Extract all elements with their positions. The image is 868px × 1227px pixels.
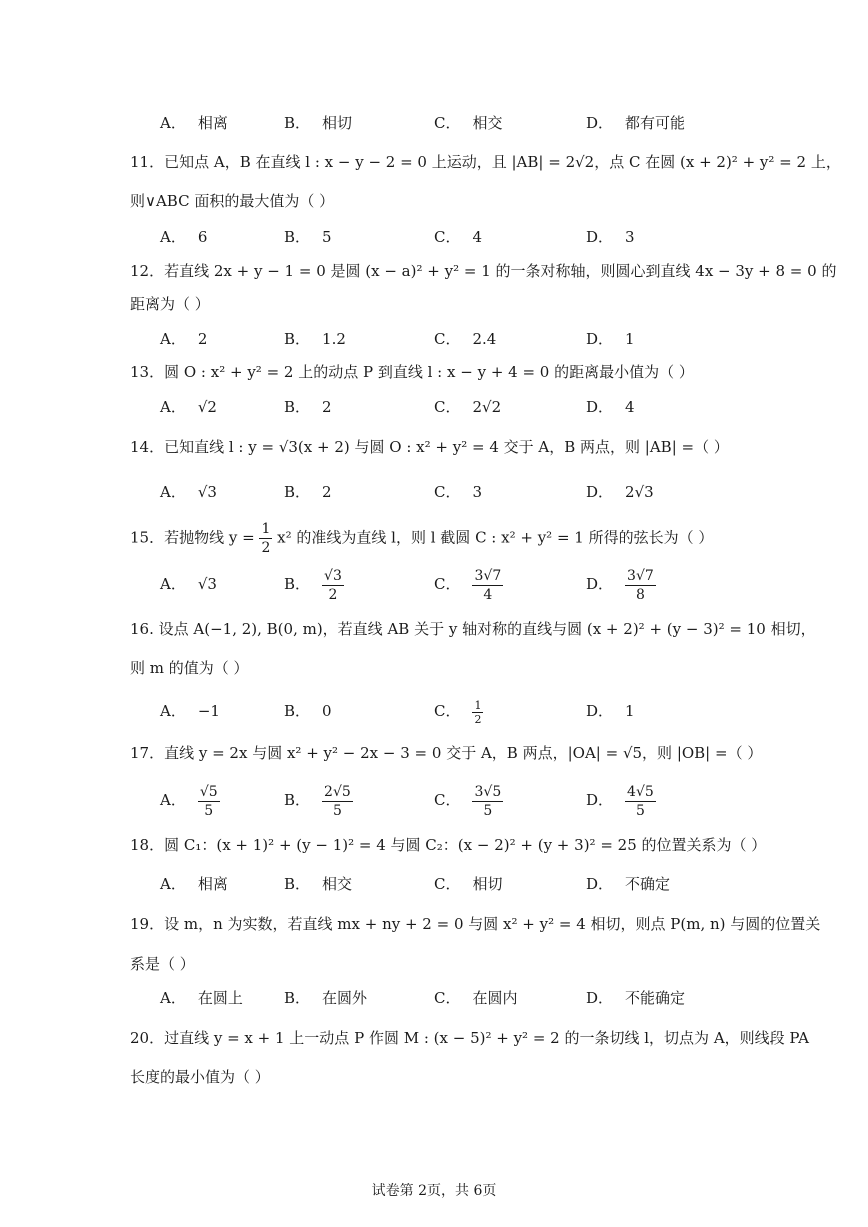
option-a: A． 6 [160,228,208,246]
q20-stem-line2: 长度的最小值为（ ） [130,1068,270,1086]
q17-options [0,778,868,822]
fraction: $\frac{1}{2}$ [474,698,482,726]
option-b: B． 2 [284,398,332,416]
q15-stem-pre: 15．若抛物线 y = [130,528,255,547]
fraction: $\frac{√5}{5}$ [199,783,218,819]
fraction: $\frac{1}{2}$ [261,521,271,556]
fraction: $\frac{3√7}{4}$ [474,567,502,603]
q19-stem-line2: 系是（ ） [130,955,195,973]
q12-options [0,324,868,354]
q14-options [0,477,868,507]
option-d: D． 都有可能 [586,114,686,132]
q13-options [0,392,868,422]
option-b: B． 相交 [284,875,353,893]
fraction: $\frac{2√5}{5}$ [324,783,351,819]
fraction: $\frac{3√7}{8}$ [627,567,654,603]
q11-stem-line2: 则∨ABC 面积的最大值为（ ） [130,192,335,210]
q15-stem-line1 [130,520,713,557]
q15-stem-post: x² 的准线为直线 l，则 l 截圆 C : x² + y² = 1 所得的弦长为（ ） [277,528,714,547]
q12-stem-line2: 距离为（ ） [130,295,210,313]
option-d: D． $\frac{3√7}{8}$ [586,567,654,603]
q16-options [0,693,868,729]
fraction: $\frac{3√5}{5}$ [474,783,502,819]
q14-stem-line1: 14．已知直线 l : y = √3(x + 2) 与圆 O : x² + y² = 4 交于 A，B 两点，则 |AB| =（ ） [130,438,729,456]
option-d: D． 不确定 [586,875,671,893]
q19-stem-line1: 19．设 m，n 为实数，若直线 mx + ny + 2 = 0 与圆 x² + y² = 4 相切，则点 P(m, n) 与圆的位置关 [130,915,821,933]
option-d: D． 不能确定 [586,989,686,1007]
option-b: B． 相切 [284,114,353,132]
option-c: C． 在圆内 [434,989,518,1007]
fraction: $\frac{4√5}{5}$ [627,783,654,819]
option-c: C． $\frac{3√7}{4}$ [434,567,502,603]
option-a: A． 相离 [160,875,228,893]
option-c: C． 4 [434,228,483,246]
q12-stem-line1: 12．若直线 2x + y − 1 = 0 是圆 (x − a)² + y² = 1 的一条对称轴，则圆心到直线 4x − 3y + 8 = 0 的 [130,262,837,280]
option-b: B． 1.2 [284,330,346,348]
option-c: C． 3 [434,483,483,501]
option-a: A． 2 [160,330,208,348]
option-c: C． 相交 [434,114,503,132]
option-c: C． 相切 [434,875,503,893]
option-a: A． 在圆上 [160,989,243,1007]
option-b: B． 2 [284,483,332,501]
q18-options [0,869,868,899]
option-d: D． 1 [586,702,635,720]
q19-options [0,983,868,1013]
option-d: D． $\frac{4√5}{5}$ [586,783,654,819]
option-a: A． $\frac{√5}{5}$ [160,783,218,819]
q13-stem-line1: 13．圆 O : x² + y² = 2 上的动点 P 到直线 l : x − y + 4 = 0 的距离最小值为（ ） [130,363,694,381]
option-a: A． √3 [160,483,217,501]
q16-stem-line2: 则 m 的值为（ ） [130,659,249,677]
q11-stem-line1: 11．已知点 A，B 在直线 l : x − y − 2 = 0 上运动，且 |AB| = 2√2，点 C 在圆 (x + 2)² + y² = 2 上， [130,153,841,171]
option-b: B． $\frac{√3}{2}$ [284,567,342,603]
option-a: A． −1 [160,702,220,720]
q11-options [0,222,868,252]
option-c: C． 2√2 [434,398,502,416]
option-d: D． 4 [586,398,635,416]
option-c: C． $\frac{3√5}{5}$ [434,783,502,819]
q18-stem-line1: 18．圆 C₁：(x + 1)² + (y − 1)² = 4 与圆 C₂：(x − 2)² + (y + 3)² = 25 的位置关系为（ ） [130,836,767,854]
option-a: A． √2 [160,398,217,416]
q10-options [0,108,868,138]
option-a: A． √3 [160,575,217,593]
option-b: B． 0 [284,702,332,720]
option-a: A． 相离 [160,114,228,132]
q15-options [0,562,868,606]
option-b: B． 5 [284,228,332,246]
option-b: B． 在圆外 [284,989,368,1007]
fraction: $\frac{√3}{2}$ [324,567,342,603]
page-footer: 试卷第 2页，共 6页 [371,1183,497,1199]
option-d: D． 1 [586,330,635,348]
option-c: C． 2.4 [434,330,497,348]
option-b: B． $\frac{2√5}{5}$ [284,783,351,819]
q16-stem-line1: 16. 设点 A(−1, 2), B(0, m)，若直线 AB 关于 y 轴对称的直线与圆 (x + 2)² + (y − 3)² = 10 相切， [130,620,816,638]
q17-stem-line1: 17．直线 y = 2x 与圆 x² + y² − 2x − 3 = 0 交于 A，B 两点，|OA| = √5，则 |OB| =（ ） [130,744,763,762]
option-d: D． 3 [586,228,635,246]
option-c: C． $\frac{1}{2}$ [434,698,482,726]
option-d: D． 2√3 [586,483,654,501]
q20-stem-line1: 20．过直线 y = x + 1 上一动点 P 作圆 M : (x − 5)² + y² = 2 的一条切线 l，切点为 A，则线段 PA [130,1029,809,1047]
